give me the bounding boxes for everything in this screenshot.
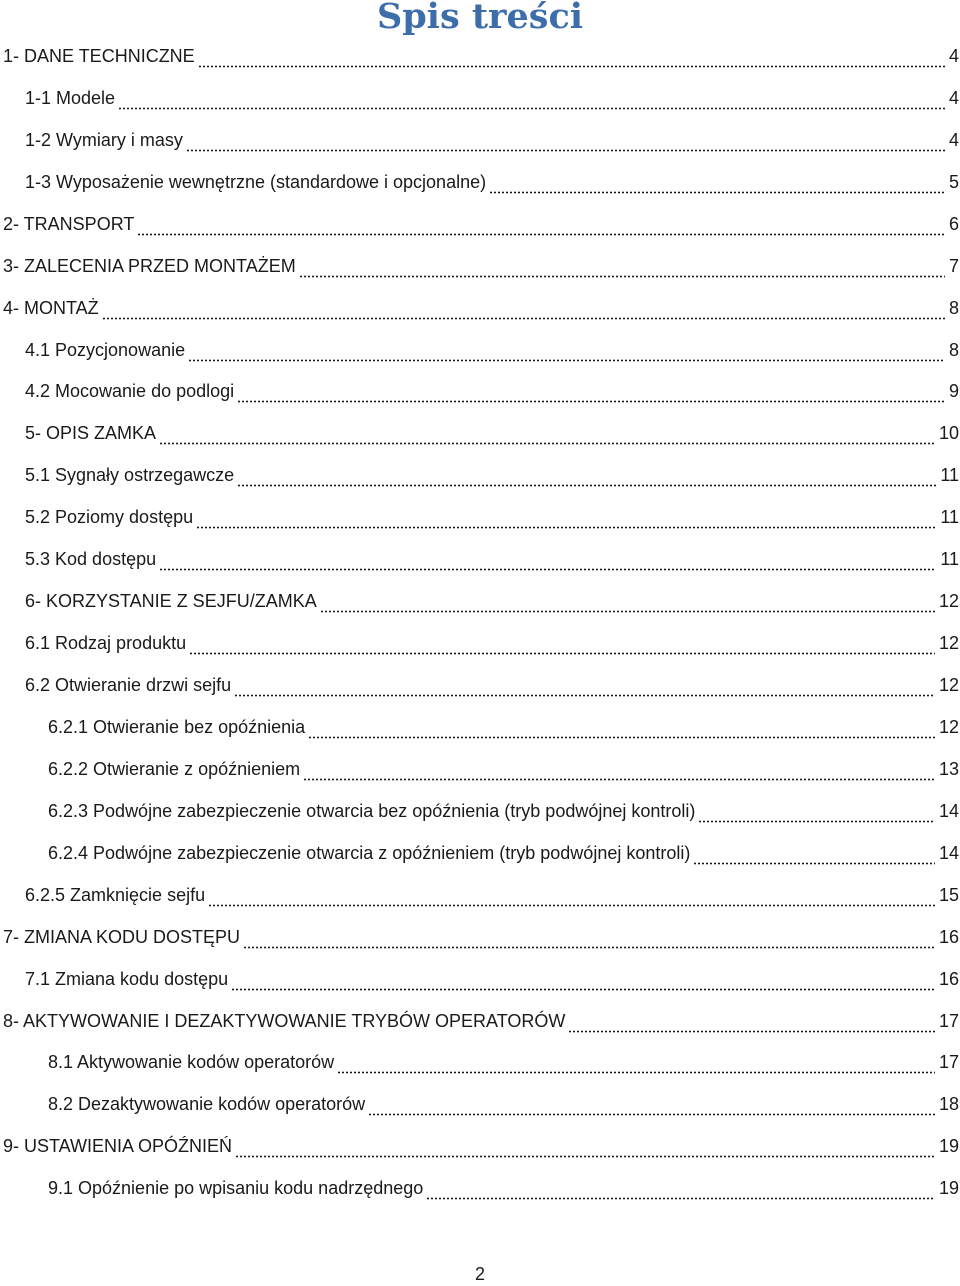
- toc-entry[interactable]: [0, 454, 960, 496]
- toc-entry-page: 11: [940, 465, 959, 486]
- toc-entry[interactable]: [0, 1167, 960, 1209]
- toc-entry[interactable]: [0, 287, 960, 329]
- toc-entry-page: 7: [948, 255, 959, 276]
- toc-dot-leader: [137, 216, 945, 236]
- toc-entry-title: 2- TRANSPORT: [3, 213, 135, 234]
- toc-entry-page: 15: [938, 884, 959, 905]
- page-title: Spis treści: [376, 0, 584, 37]
- toc-entry-title: 9.1 Opóźnienie po wpisaniu kodu nadrzędnego: [48, 1178, 424, 1199]
- toc-entry[interactable]: [0, 161, 960, 203]
- toc-entry-page: 13: [938, 758, 959, 779]
- toc-dot-leader: [426, 1180, 935, 1200]
- page-number: 2: [474, 1264, 485, 1284]
- toc-entry-page: 18: [938, 1094, 959, 1115]
- toc-dot-leader: [237, 383, 945, 403]
- table-of-contents: [0, 35, 960, 1209]
- toc-entry-title: 6- KORZYSTANIE Z SEJFU/ZAMKA: [25, 591, 317, 612]
- toc-entry-title: 8.2 Dezaktywowanie kodów operatorów: [48, 1094, 366, 1115]
- toc-dot-leader: [231, 971, 935, 991]
- toc-entry-title: 6.2.5 Zamknięcie sejfu: [25, 884, 206, 905]
- toc-dot-leader: [159, 551, 936, 571]
- toc-entry-title: 6.2.2 Otwieranie z opóźnieniem: [48, 758, 301, 779]
- toc-dot-leader: [234, 677, 935, 697]
- toc-dot-leader: [299, 258, 945, 278]
- toc-dot-leader: [568, 1013, 935, 1033]
- toc-entry-title: 7- ZMIANA KODU DOSTĘPU: [3, 926, 241, 947]
- toc-entry-page: 12: [938, 675, 959, 696]
- toc-dot-leader: [186, 132, 945, 152]
- toc-entry[interactable]: [0, 580, 960, 622]
- toc-dot-leader: [198, 48, 945, 68]
- toc-entry[interactable]: [0, 622, 960, 664]
- toc-entry[interactable]: [0, 371, 960, 413]
- toc-entry[interactable]: [0, 1083, 960, 1125]
- toc-dot-leader: [235, 1138, 935, 1158]
- toc-dot-leader: [693, 845, 935, 865]
- toc-entry[interactable]: [0, 1125, 960, 1167]
- toc-dot-leader: [159, 425, 935, 445]
- toc-entry-title: 7.1 Zmiana kodu dostępu: [25, 968, 229, 989]
- toc-entry-page: 4: [948, 87, 959, 108]
- toc-entry-page: 8: [948, 297, 959, 318]
- toc-entry[interactable]: [0, 874, 960, 916]
- toc-entry-title: 4.2 Mocowanie do podlogi: [25, 381, 235, 402]
- toc-dot-leader: [698, 803, 935, 823]
- toc-entry[interactable]: [0, 77, 960, 119]
- toc-entry-title: 6.2.4 Podwójne zabezpieczenie otwarcia z opóźnieniem (tryb podwójnej kontroli): [48, 842, 691, 863]
- toc-entry-page: 5: [948, 171, 959, 192]
- toc-entry-page: 16: [938, 968, 959, 989]
- toc-entry-page: 4: [948, 129, 959, 150]
- toc-entry-title: 6.2.3 Podwójne zabezpieczenie otwarcia bez opóźnienia (tryb podwójnej kontroli): [48, 800, 696, 821]
- toc-entry[interactable]: [0, 119, 960, 161]
- toc-entry[interactable]: [0, 412, 960, 454]
- toc-entry-title: 6.1 Rodzaj produktu: [25, 633, 187, 654]
- toc-entry-page: 10: [938, 423, 959, 444]
- toc-entry-page: 12: [938, 716, 959, 737]
- toc-dot-leader: [188, 342, 945, 362]
- toc-entry[interactable]: [0, 329, 960, 371]
- toc-entry-title: 6.2.1 Otwieranie bez opóźnienia: [48, 716, 306, 737]
- toc-entry[interactable]: [0, 706, 960, 748]
- toc-entry-title: 4- MONTAŻ: [3, 297, 99, 318]
- toc-entry[interactable]: [0, 916, 960, 958]
- toc-entry-page: 4: [948, 45, 959, 66]
- toc-entry-page: 14: [938, 800, 959, 821]
- toc-entry[interactable]: [0, 1000, 960, 1042]
- toc-entry[interactable]: [0, 496, 960, 538]
- toc-dot-leader: [320, 593, 935, 613]
- toc-entry-title: 3- ZALECENIA PRZED MONTAŻEM: [3, 255, 296, 276]
- toc-entry[interactable]: [0, 664, 960, 706]
- toc-dot-leader: [237, 467, 936, 487]
- toc-entry-title: 8.1 Aktywowanie kodów operatorów: [48, 1052, 335, 1073]
- toc-entry-title: 5.3 Kod dostępu: [25, 549, 157, 570]
- toc-dot-leader: [208, 887, 935, 907]
- toc-dot-leader: [368, 1096, 935, 1116]
- toc-dot-leader: [196, 509, 936, 529]
- toc-dot-leader: [303, 761, 935, 781]
- toc-dot-leader: [308, 719, 935, 739]
- toc-entry-page: 12: [938, 633, 959, 654]
- toc-entry[interactable]: [0, 538, 960, 580]
- toc-entry-page: 12: [938, 591, 959, 612]
- toc-dot-leader: [489, 174, 945, 194]
- toc-dot-leader: [102, 300, 945, 320]
- toc-dot-leader: [189, 635, 935, 655]
- toc-entry-title: 1-2 Wymiary i masy: [25, 129, 183, 150]
- toc-entry-title: 1-1 Modele: [25, 87, 116, 108]
- toc-entry-page: 8: [948, 339, 959, 360]
- toc-entry-title: 6.2 Otwieranie drzwi sejfu: [25, 675, 232, 696]
- toc-entry-title: 9- USTAWIENIA OPÓŹNIEŃ: [3, 1136, 233, 1157]
- toc-entry-title: 5.2 Poziomy dostępu: [25, 507, 194, 528]
- toc-dot-leader: [118, 90, 945, 110]
- toc-entry[interactable]: [0, 1042, 960, 1084]
- toc-entry-page: 11: [940, 549, 959, 570]
- toc-entry[interactable]: [0, 245, 960, 287]
- toc-entry-page: 19: [938, 1136, 959, 1157]
- toc-entry[interactable]: [0, 203, 960, 245]
- toc-entry-title: 1-3 Wyposażenie wewnętrzne (standardowe i opcjonalne): [25, 171, 487, 192]
- toc-entry-title: 5- OPIS ZAMKA: [25, 423, 157, 444]
- toc-entry-title: 1- DANE TECHNICZNE: [3, 45, 195, 66]
- toc-entry[interactable]: [0, 35, 960, 77]
- toc-entry[interactable]: [0, 790, 960, 832]
- toc-entry-page: 16: [938, 926, 959, 947]
- toc-entry-title: 8- AKTYWOWANIE I DEZAKTYWOWANIE TRYBÓW OPERATORÓW: [3, 1010, 566, 1031]
- toc-entry-title: 4.1 Pozycjonowanie: [25, 339, 186, 360]
- toc-entry-title: 5.1 Sygnały ostrzegawcze: [25, 465, 235, 486]
- toc-dot-leader: [337, 1054, 935, 1074]
- toc-entry[interactable]: [0, 832, 960, 874]
- toc-entry-page: 17: [938, 1052, 959, 1073]
- toc-entry[interactable]: [0, 748, 960, 790]
- toc-entry-page: 19: [938, 1178, 959, 1199]
- toc-entry-page: 11: [940, 507, 959, 528]
- toc-entry-page: 17: [938, 1010, 959, 1031]
- toc-entry-page: 6: [948, 213, 959, 234]
- toc-entry-page: 14: [938, 842, 959, 863]
- toc-dot-leader: [243, 929, 935, 949]
- toc-entry-page: 9: [948, 381, 959, 402]
- toc-entry[interactable]: [0, 958, 960, 1000]
